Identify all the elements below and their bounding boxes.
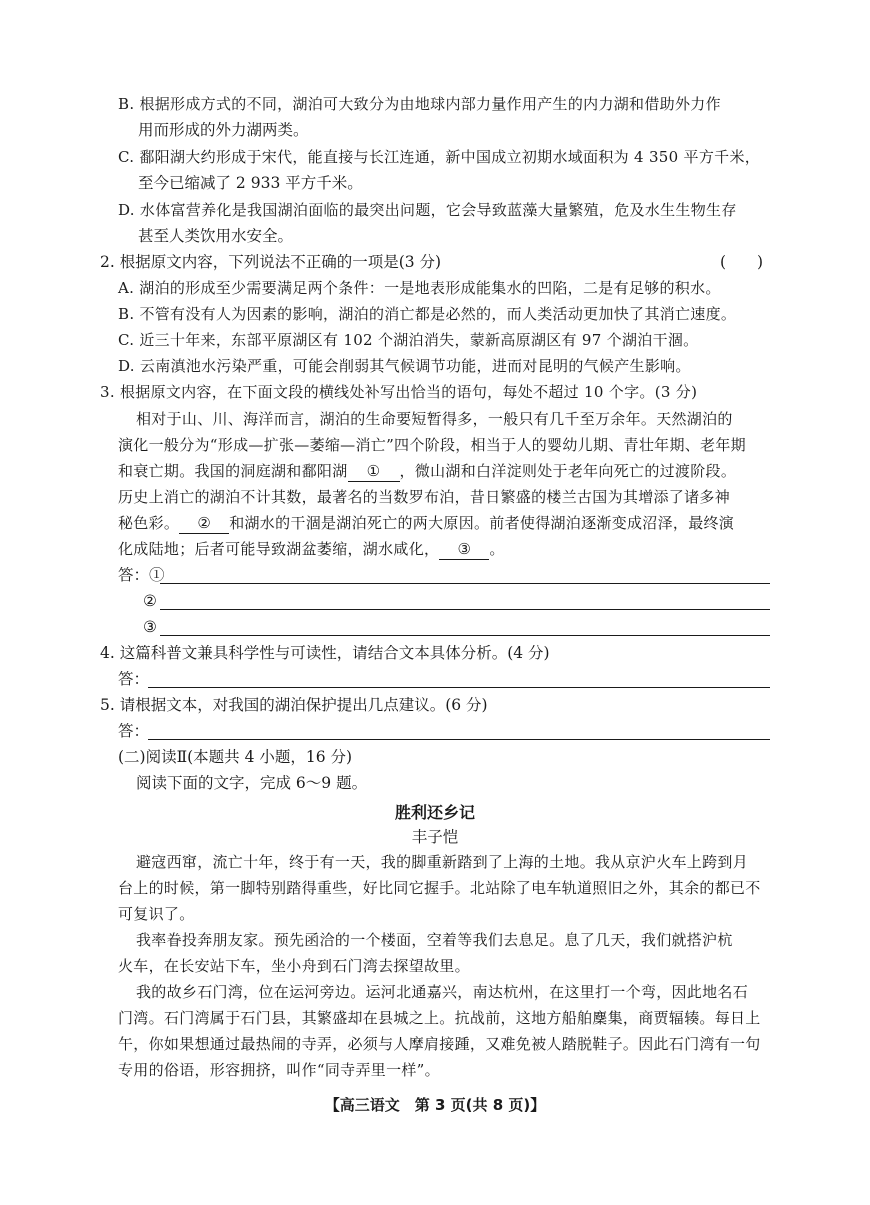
q3-answer-label-1: 答：① [118, 566, 165, 584]
article-author: 丰子恺 [411, 828, 459, 846]
q3-passage-line1: 相对于山、川、海洋而言，湖泊的生命要短暂得多，一般只有几千至万余年。天然湖泊的 [136, 410, 733, 428]
q2-option-d: D. 云南滇池水污染严重，可能会削弱其气候调节功能，进而对昆明的气候产生影响。 [118, 357, 691, 375]
q4-stem: 4. 这篇科普文兼具科学性与可读性，请结合文本具体分析。(4 分) [100, 644, 550, 662]
q3-passage-line4: 历史上消亡的湖泊不计其数，最著名的当数罗布泊，昔日繁盛的楼兰古国为其增添了诸多神 [118, 488, 731, 506]
article-p1-line2: 台上的时候，第一脚特别踏得重些，好比同它握手。北站除了电车轨道照旧之外，其余的都已不 [118, 879, 761, 897]
q3-passage-line6-a: 化成陆地；后者可能导致湖盆萎缩，湖水咸化， [118, 540, 440, 558]
q3-blank-3[interactable]: ③ [439, 539, 489, 560]
q3-passage-line3-a: 和衰亡期。我国的洞庭湖和鄱阳湖 [118, 462, 348, 480]
article-p3-line4: 专用的俗语，形容拥挤，叫作“同寺弄里一样”。 [118, 1061, 440, 1079]
article-p3-line3: 午，你如果想通过最热闹的寺弄，必须与人摩肩接踵，又难免被人踏脱鞋子。因此石门湾有一句 [118, 1035, 761, 1053]
q3-stem: 3. 根据原文内容，在下面文段的横线处补写出恰当的语句，每处不超过 10 个字。(3 分) [100, 383, 698, 401]
q3-answer-line-2[interactable] [160, 609, 770, 610]
q3-passage-line3 [118, 460, 736, 482]
q3-passage-line6-b: 。 [489, 540, 505, 558]
option-c-line2: 至今已缩减了 2 933 平方千米。 [138, 174, 363, 192]
q2-option-c: C. 近三十年来，东部平原湖区有 102 个湖泊消失，蒙新高原湖区有 97 个湖泊干涸。 [118, 331, 699, 349]
article-p1-line1: 避寇西窜，流亡十年，终于有一天，我的脚重新踏到了上海的土地。我从京沪火车上跨到月 [136, 853, 749, 871]
article-p2-line1: 我率眷投奔朋友家。预先函洽的一个楼面，空着等我们去息足。息了几天，我们就搭沪杭 [136, 931, 733, 949]
option-d-line2: 甚至人类饮用水安全。 [138, 227, 294, 245]
article-p3-line2: 门湾。石门湾属于石门县，其繁盛却在县城之上。抗战前，这地方船舶麇集，商贾辐辏。每日上 [118, 1009, 761, 1027]
article-p2-line2: 火车，在长安站下车，坐小舟到石门湾去探望故里。 [118, 957, 470, 975]
q5-answer-label: 答： [118, 722, 150, 740]
q2-option-a: A. 湖泊的形成至少需要满足两个条件：一是地表形成能集水的凹陷，二是有足够的积水。 [118, 279, 721, 297]
q3-blank-1[interactable]: ① [348, 461, 400, 482]
q3-answer-line-1[interactable] [160, 583, 770, 584]
article-title: 胜利还乡记 [394, 803, 475, 822]
section2-heading: (二)阅读Ⅱ(本题共 4 小题，16 分) [118, 748, 353, 766]
option-b-line1: B. 根据形成方式的不同，湖泊可大致分为由地球内部力量作用产生的内力湖和借助外力作 [118, 95, 721, 113]
q3-passage-line3-b: ，微山湖和白洋淀则处于老年向死亡的过渡阶段。 [399, 462, 737, 480]
q3-blank-2[interactable]: ② [179, 513, 229, 534]
option-c-line1: C. 鄱阳湖大约形成于宋代，能直接与长江连通，新中国成立初期水域面积为 4 350 平方千米， [118, 148, 761, 166]
q5-answer-line[interactable] [148, 739, 770, 740]
q4-answer-label: 答： [118, 670, 150, 688]
q3-answer-label-3: ③ [143, 618, 157, 636]
q2-option-b: B. 不管有没有人为因素的影响，湖泊的消亡都是必然的，而人类活动更加快了其消亡速度。 [118, 305, 737, 323]
q3-passage-line5-b: 和湖水的干涸是湖泊死亡的两大原因。前者使得湖泊逐渐变成沼泽，最终演 [229, 514, 735, 532]
q4-answer-line[interactable] [148, 687, 770, 688]
q3-answer-label-2: ② [143, 592, 157, 610]
q3-passage-line6 [118, 538, 505, 560]
article-p1-line3: 可复识了。 [118, 905, 195, 923]
q2-stem: 2. 根据原文内容，下列说法不正确的一项是(3 分) [100, 253, 442, 271]
page-footer: 【高三语文 第 3 页(共 8 页)】 [324, 1096, 546, 1114]
q5-stem: 5. 请根据文本，对我国的湖泊保护提出几点建议。(6 分) [100, 696, 488, 714]
option-b-line2: 用而形成的外力湖两类。 [138, 121, 309, 139]
q2-answer-paren: ( ) [720, 253, 764, 271]
q3-answer-line-3[interactable] [160, 635, 770, 636]
section2-instruction: 阅读下面的文字，完成 6～9 题。 [136, 774, 368, 792]
q3-passage-line5 [118, 512, 734, 534]
q3-passage-line2: 演化一般分为“形成—扩张—萎缩—消亡”四个阶段，相当于人的婴幼儿期、青壮年期、老年期 [118, 436, 746, 454]
option-d-line1: D. 水体富营养化是我国湖泊面临的最突出问题，它会导致蓝藻大量繁殖，危及水生生物生存 [118, 201, 737, 219]
article-p3-line1: 我的故乡石门湾，位在运河旁边。运河北通嘉兴，南达杭州，在这里打一个弯，因此地名石 [136, 983, 749, 1001]
q3-passage-line5-a: 秘色彩。 [118, 514, 180, 532]
